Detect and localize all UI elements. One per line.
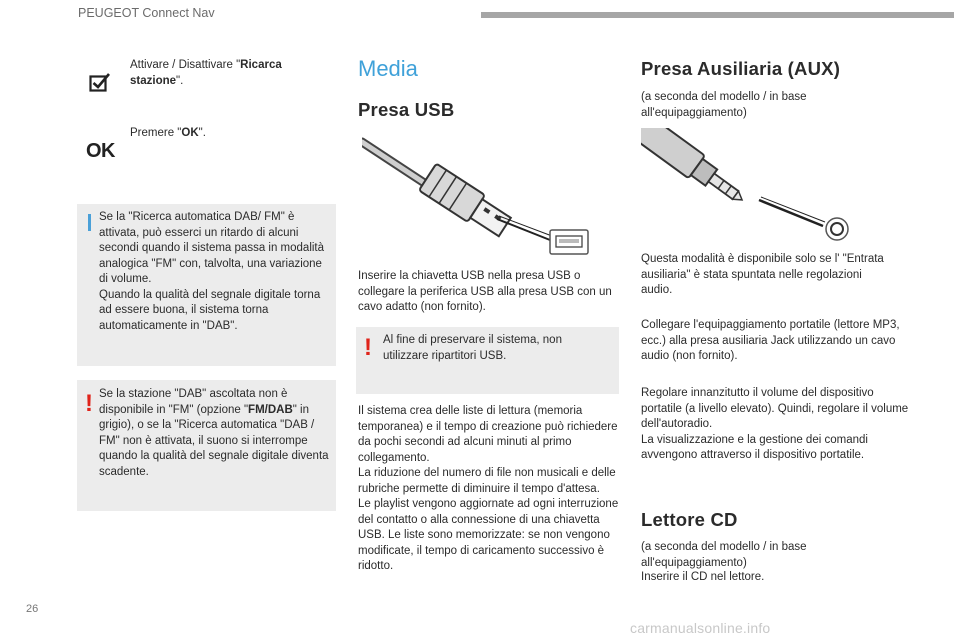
warning-note-text: Se la stazione "DAB" ascoltata non è disponibile in "FM" (opzione "FM/DAB" in grigio), o se la "Ricerca automatica "DAB / FM" non è attivata, il suono si interrompe quando la qualità del segnale digitale diventa scadente. <box>99 388 329 478</box>
aux-paragraph-3: Regolare innanzitutto il volume del dispositivo portatile (a livello elevato). Quindi, regolare il volume dell'autoradio. La visualizzazione e la gestione dei comandi avvengono attraverso il dispositivo portatile. <box>641 387 909 461</box>
watermark: carmanualsonline.info <box>630 620 771 636</box>
usb-instructions: Inserire la chiavetta USB nella presa USB o collegare la periferica USB alla presa USB con un cavo adatto (non fornito). <box>358 270 612 313</box>
aux-paragraph-1: Questa modalità è disponibile solo se l' "Entrata ausiliaria" è stata spuntata nelle regolazioni audio. <box>641 253 884 296</box>
ok-icon: OK <box>86 140 115 162</box>
aux-heading: Presa Ausiliaria (AUX) <box>641 58 841 79</box>
aux-subtitle: (a seconda del modello / in base all'equipaggiamento) <box>641 91 807 119</box>
warning-icon: ! <box>85 390 93 417</box>
ok-instruction: Premere "OK". <box>130 127 206 139</box>
checkbox-instruction: Attivare / Disattivare "Ricarca stazione". <box>130 59 282 87</box>
info-note-marker <box>88 214 91 231</box>
usb-playlist-info: Il sistema crea delle liste di lettura (memoria temporanea) e il tempo di creazione può richiedere da pochi secondi ad alcuni minuti al primo collegamento. La riduzione del numero di file non musicali e delle rubriche permette di diminuire il tempo d'attesa. Le playlist vengono aggiornate ad ogni interruzione del contatto o alla connessione di una chiavetta USB. Le liste sono memorizzate: se non vengono modificate, il tempo di caricamento successivo è ridotto. <box>358 405 619 572</box>
usb-illustration <box>362 136 592 258</box>
aux-jack-illustration <box>641 128 861 248</box>
info-note-text: Se la "Ricerca automatica DAB/ FM" è attivata, può esserci un ritardo di alcuni secondi quando il sistema passa in modalità analogica "FM" con, talvolta, una variazione di volume. Quando la qualità del segnale digitale torna ad essere buona, il sistema torna automaticamente in "DAB". <box>99 211 325 332</box>
section-title-media: Media <box>358 56 418 81</box>
header-title: PEUGEOT Connect Nav <box>78 6 215 20</box>
page-number: 26 <box>26 603 39 615</box>
checkbox-icon <box>89 72 111 92</box>
cd-heading: Lettore CD <box>641 509 738 530</box>
cd-subtitle: (a seconda del modello / in base all'equipaggiamento) <box>641 541 807 569</box>
usb-warning-icon: ! <box>364 334 372 361</box>
usb-heading: Presa USB <box>358 99 455 120</box>
aux-paragraph-2: Collegare l'equipaggiamento portatile (lettore MP3, ecc.) alla presa ausiliaria Jack utilizzando un cavo audio (non fornito). <box>641 319 900 362</box>
header-bar <box>481 12 954 18</box>
cd-instruction: Inserire il CD nel lettore. <box>641 571 765 583</box>
usb-warning-text: Al fine di preservare il sistema, non utilizzare ripartitori USB. <box>383 334 562 362</box>
